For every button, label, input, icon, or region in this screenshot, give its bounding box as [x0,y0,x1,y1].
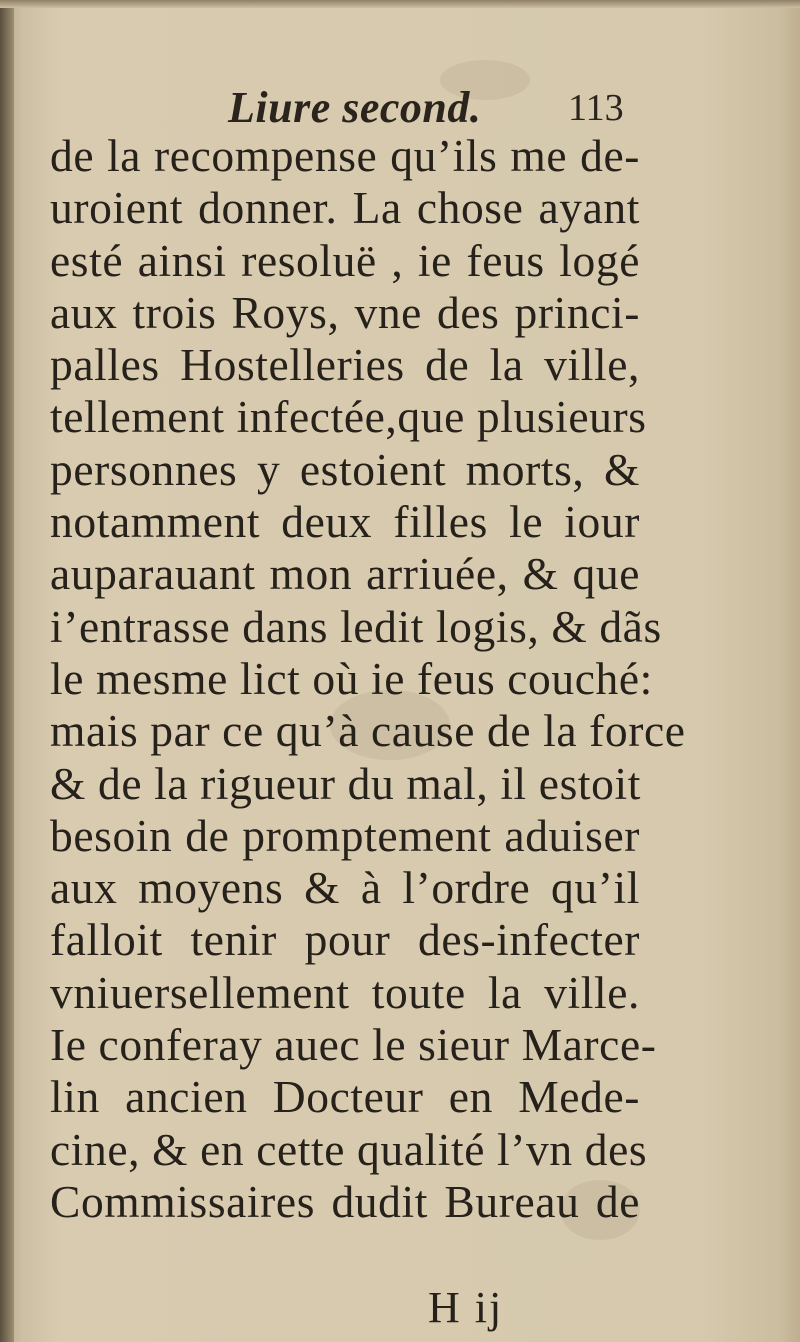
text-line: cine, & en cette qualité l’vn des [50,1123,648,1175]
running-head: Liure second. [228,83,482,132]
text-line: & de la rigueur du mal, il estoit [50,757,641,809]
text-line: notamment deux filles le iour [50,496,640,548]
text-line: aux moyens & à l’ordre qu’il [50,862,640,914]
text-line: le mesme lict où ie feus couché: [50,652,653,704]
text-line: tellement infectée,que plusieurs [50,391,647,443]
text-line: lin ancien Docteur en Mede- [50,1071,640,1123]
text-line: personnes y estoient morts, & [50,443,640,495]
text-line: aux trois Roys, vne des princi- [50,286,640,338]
text-line: esté ainsi resoluë , ie feus logé [50,234,640,286]
page-top-edge [0,0,800,8]
page-number: 113 [568,87,624,129]
text-line: palles Hostelleries de la ville, [50,339,640,391]
body-text [50,130,686,1228]
text-line: besoin de promptement aduiser [50,809,640,861]
text-line: auparauant mon arriuée, & que [50,548,640,600]
text-line: falloit tenir pour des-infecter [50,914,640,966]
text-line: Commissaires dudit Bureau de [50,1175,640,1227]
text-line: vniuersellement toute la ville. [50,966,640,1018]
page-gutter [0,0,14,1342]
text-line: de la recompense qu’ils me de- [50,130,640,181]
text-line: i’entrasse dans ledit logis, & dãs [50,600,662,652]
text-line: mais par ce qu’à cause de la force [50,705,686,757]
text-line: Ie conferay auec le sieur Marce- [50,1019,657,1071]
signature-mark: H ij [428,1283,504,1332]
text-line: uroient donner. La chose ayant [50,182,640,234]
